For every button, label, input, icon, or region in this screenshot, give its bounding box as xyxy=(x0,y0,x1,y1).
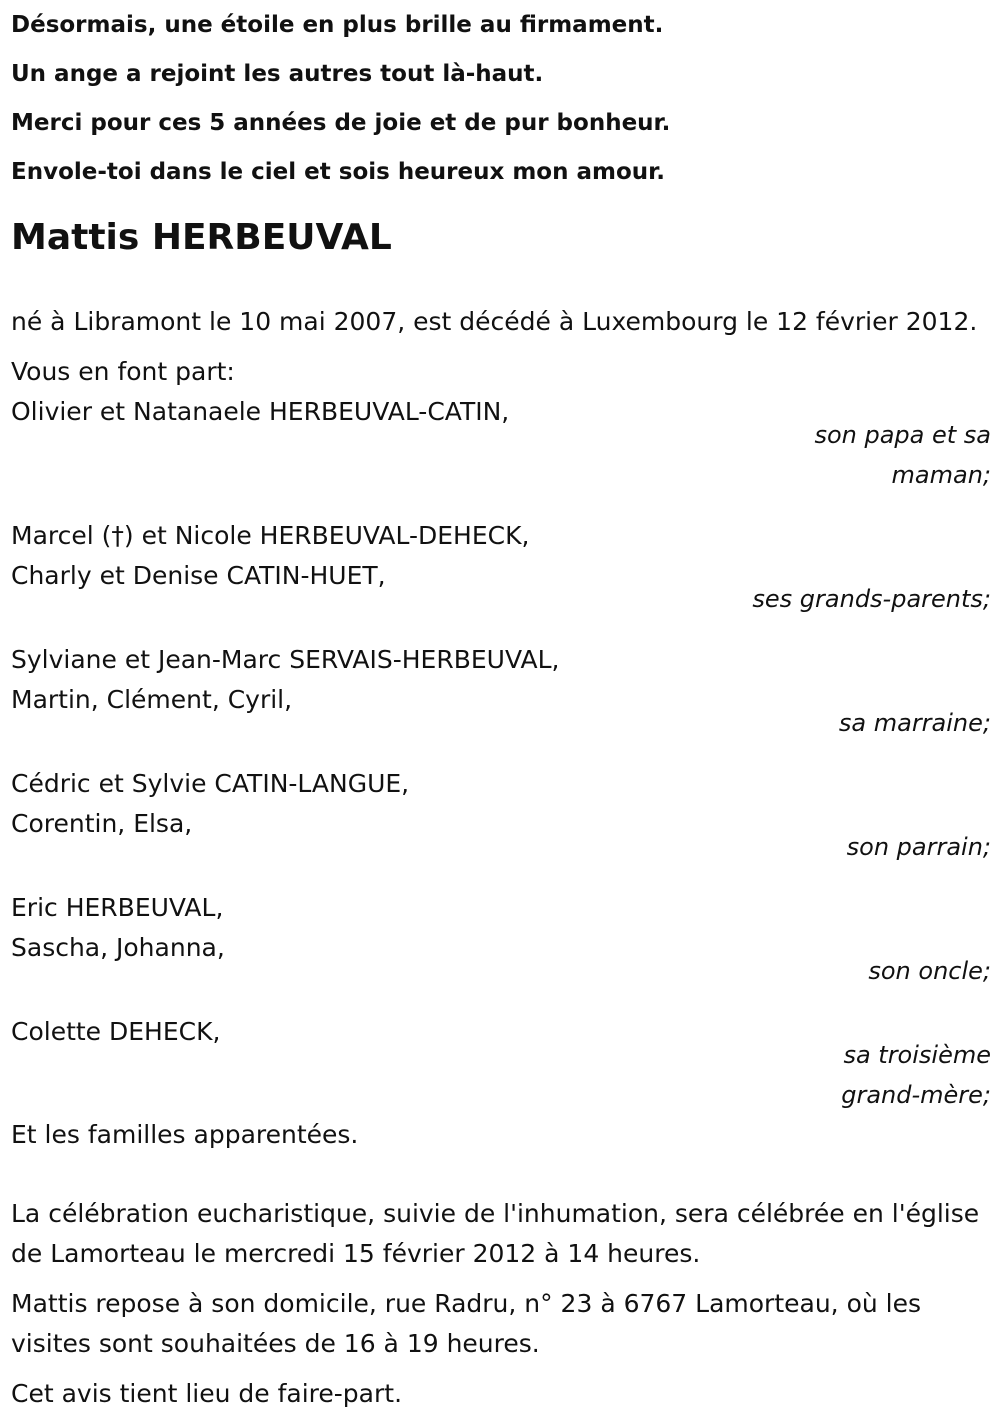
family-group xyxy=(11,1012,991,1115)
poem-line: Merci pour ces 5 années de joie et de pur bonheur. xyxy=(11,110,671,136)
family-member-line: Corentin, Elsa, xyxy=(11,809,193,838)
family-member-line: Colette DEHECK, xyxy=(11,1017,221,1046)
family-member-line: Martin, Clément, Cyril, xyxy=(11,685,293,714)
family-group xyxy=(11,888,991,991)
family-member-line: Cédric et Sylvie CATIN-LANGUE, xyxy=(11,769,410,798)
ceremony-details: La célébration eucharistique, suivie de l'inhumation, sera célébrée en l'église de Lamorteau le mercredi 15 février 2012 à 14 heures. xyxy=(11,1199,980,1268)
family-member-line: Sascha, Johanna, xyxy=(11,933,225,962)
poem xyxy=(11,1,991,197)
family-member-line: Sylviane et Jean-Marc SERVAIS-HERBEUVAL, xyxy=(11,645,560,674)
family-list xyxy=(11,392,991,1115)
announcement-intro: Vous en font part: xyxy=(11,357,235,386)
family-role-line: maman; xyxy=(891,461,991,489)
family-role: sa marraine; xyxy=(838,709,991,737)
birth-death-statement: né à Libramont le 10 mai 2007, est décédé à Luxembourg le 12 février 2012. xyxy=(11,307,978,336)
family-role: son parrain; xyxy=(846,833,991,861)
closing-note: Cet avis tient lieu de faire-part. xyxy=(11,1379,403,1408)
obituary-notice xyxy=(11,0,991,1414)
family-role: son oncle; xyxy=(868,957,991,985)
poem-line: Désormais, une étoile en plus brille au firmament. xyxy=(11,12,664,38)
family-member-line: Olivier et Natanaele HERBEUVAL-CATIN, xyxy=(11,397,510,426)
related-families: Et les familles apparentées. xyxy=(11,1120,359,1149)
family-role-line: grand-mère; xyxy=(841,1081,991,1109)
family-member-line: Eric HERBEUVAL, xyxy=(11,893,224,922)
family-member-line: Marcel (†) et Nicole HERBEUVAL-DEHECK, xyxy=(11,521,530,550)
family-role-line: son papa et sa xyxy=(814,421,991,449)
family-group xyxy=(11,640,991,743)
family-group xyxy=(11,392,991,495)
family-member-line: Charly et Denise CATIN-HUET, xyxy=(11,561,386,590)
visitation-details: Mattis repose à son domicile, rue Radru, n° 23 à 6767 Lamorteau, où les visites sont souhaitées de 16 à 19 heures. xyxy=(11,1289,922,1358)
family-role-line: sa troisième xyxy=(843,1041,991,1069)
family-group xyxy=(11,764,991,867)
poem-line: Envole-toi dans le ciel et sois heureux mon amour. xyxy=(11,159,665,185)
family-group xyxy=(11,516,991,619)
deceased-name: Mattis HERBEUVAL xyxy=(11,217,392,258)
family-role: ses grands-parents; xyxy=(752,585,991,613)
poem-line: Un ange a rejoint les autres tout là-haut. xyxy=(11,61,544,87)
